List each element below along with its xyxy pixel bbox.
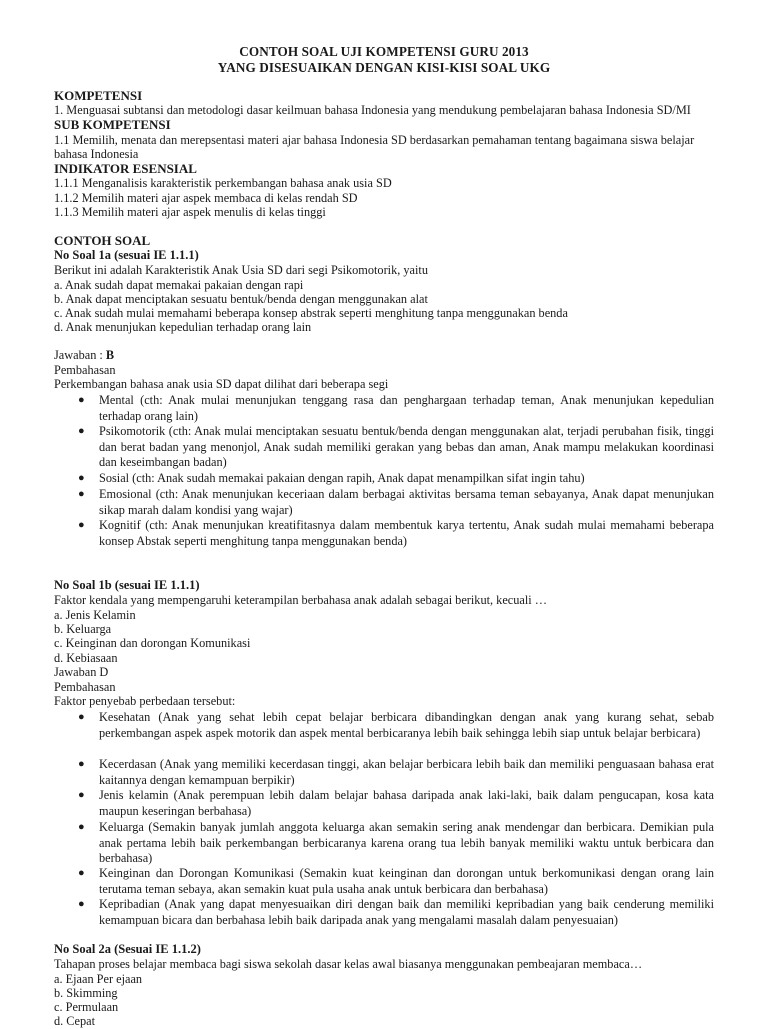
- soal-1b-option: b. Keluarga: [54, 622, 112, 636]
- soal-1b-option: c. Keinginan dan dorongan Komunikasi: [54, 636, 251, 650]
- sub-kompetensi-line1: 1.1 Memilih, menata dan merepsentasi materi ajar bahasa Indonesia SD berdasarkan pemahaman tentang bagaimana siswa belajar: [54, 133, 695, 147]
- document-page: CONTOH SOAL UJI KOMPETENSI GURU 2013 YANG DISESUAIKAN DENGAN KISI-KISI SOAL UKG KOMPETENSI 1. Menguasai subtansi dan metodologi dasar keilmuan bahasa Indonesia yang mendukung pembelajaran bahasa Indonesia SD/MI SUB KOMPETENSI 1.1 Memilih, menata dan merepsentasi materi ajar bahasa Indonesia SD berdasarkan pemahaman tentang bagaimana siswa belajar bahasa Indonesia INDIKATOR ESENSIAL 1.1.1 Menganalisis karakteristik perkembangan bahasa anak usia SD 1.1.2 Memilih materi ajar aspek membaca di kelas rendah SD 1.1.3 Memilih materi ajar aspek menulis di kelas tinggi CONTOH SOAL No Soal 1a (sesuai IE 1.1.1) Berikut ini adalah Karakteristik Anak Usia SD dari segi Psikomotorik, yaitu a. Anak sudah dapat memakai pakaian dengan rapi b. Anak dapat menciptakan sesuatu bentuk/benda dengan menggunakan alat c. Anak sudah mulai memahami beberapa konsep abstrak seperti menghitung tanpa menggunakan benda d. Anak menunjukan kepedulian terhadap orang lain Jawaban : B Pembahasan Perkembangan bahasa anak usia SD dapat dilihat dari beberapa segi ● Mental (cth: Anak mulai menunjukan tenggang rasa dan penghargaan terhadap teman, Anak menunjukan kepedulian terhadap orang lain) ● Psikomotorik (cth: Anak mulai menciptakan sesuatu bentuk/benda dengan menggunakan alat, terjadi perubahan fisik, tinggi dan berat badan yang menonjol, Anak sudah memiliki gerakan yang bebas dan aman, Anak mampu melakukan koordinasi dan keseimbangan badan) ● Sosial (cth: Anak sudah memakai pakaian dengan rapih, Anak dapat menampilkan sifat ingin tahu) ● Emosional (cth: Anak menunjukan keceriaan dalam berbagai aktivitas bersama teman sebayanya, Anak dapat menunjukan sikap marah dalam kondisi yang wajar) ● Kognitif (cth: Anak menunjukan kreatifitasnya dalam membentuk karya tertentu, Anak sudah mulai memahami beberapa konsep Abstak seperti menghitung tanpa menggunakan benda) No Soal 1b (sesuai IE 1.1.1) Faktor kendala yang mempengaruhi keterampilan berbahasa anak adalah sebagai berikut, kecuali … a. Jenis Kelamin b. Keluarga c. Keinginan dan dorongan Komunikasi d. Kebiasaan Jawaban D Pembahasan Faktor penyebab perbedaan tersebut: ● Kesehatan (Anak yang sehat lebih cepat belajar berbicara dibandingkan dengan anak yang kurang sehat, sebab perkembangan aspek aspek motorik dan aspek mental berbicaranya lebih baik sehingga lebih siap untuk belajar berbicara) ● Kecerdasan (Anak yang memiliki kecerdasan tinggi, akan belajar berbicara lebih baik dan memiliki penguasaan bahasa erat kaitannya dengan kemampuan berpikir) ● Jenis kelamin (Anak perempuan lebih dalam belajar bahasa daripada anak laki-laki, baik dalam pengucapan, kosa kata maupun keseringan berbahasa) ● Keluarga (Semakin banyak jumlah anggota keluarga akan semakin sering anak mendengar dan berbicara. Demikian pula anak pertama lebih baik perkembangan berbicaranya karena orang tua lebih banyak memiliki waktu untuk berbicara dan berbahasa) ● Keinginan dan Dorongan Komunikasi (Semakin kuat keinginan dan dorongan untuk berkomunikasi dengan orang lain terutama teman sebaya, akan semakin kuat pula usaha anak untuk berbicara dan berbahasa) ● Kepribadian (Anak yang dapat menyesuaikan diri dengan baik dan memiliki kepribadian yang baik cenderung memiliki kemampuan bicara dan berbahasa lebih baik daripada anak yang mengalami masalah dalam penyesuaian) No Soal 2a (Sesuai IE 1.1.2) Tahapan proses belajar membaca bagi siswa sekolah dasar kelas awal biasanya menggunakan pembeajaran membaca… a. Ejaan Per ejaan b. Skimming c. Permulaan d. Cepat: [0, 0, 768, 1024]
- soal-1b-option: a. Jenis Kelamin: [54, 608, 136, 622]
- bullet-icon: ●: [78, 519, 85, 531]
- heading-indikator-esensial: INDIKATOR ESENSIAL: [54, 161, 197, 176]
- soal-1b-pembahasan-intro: Faktor penyebab perbedaan tersebut:: [54, 694, 236, 708]
- bullet-icon: ●: [78, 758, 85, 770]
- soal-1b-answer: Jawaban D: [54, 665, 109, 679]
- soal-1a-pembahasan-intro: Perkembangan bahasa anak usia SD dapat dilihat dari beberapa segi: [54, 377, 389, 391]
- soal-1a-option: a. Anak sudah dapat memakai pakaian dengan rapi: [54, 278, 304, 292]
- answer-label: Jawaban :: [54, 348, 106, 362]
- soal-1a-question: Berikut ini adalah Karakteristik Anak Usia SD dari segi Psikomotorik, yaitu: [54, 263, 428, 277]
- soal-1a-option: b. Anak dapat menciptakan sesuatu bentuk/benda dengan menggunakan alat: [54, 292, 428, 306]
- bullet-icon: ●: [78, 867, 85, 879]
- soal-1b-option: d. Kebiasaan: [54, 651, 118, 665]
- kompetensi-text: 1. Menguasai subtansi dan metodologi dasar keilmuan bahasa Indonesia yang mendukung pembelajaran bahasa Indonesia SD/MI: [54, 103, 691, 117]
- soal-1a-option: c. Anak sudah mulai memahami beberapa konsep abstrak seperti menghitung tanpa menggunakan benda: [54, 306, 568, 320]
- bullet-icon: ●: [78, 821, 85, 833]
- bullet-icon: ●: [78, 394, 85, 406]
- soal-1b-question: Faktor kendala yang mempengaruhi keterampilan berbahasa anak adalah sebagai berikut, kecuali …: [54, 593, 548, 607]
- bullet-icon: ●: [78, 711, 85, 723]
- soal-1a-pembahasan-label: Pembahasan: [54, 363, 116, 377]
- soal-2a-question: Tahapan proses belajar membaca bagi siswa sekolah dasar kelas awal biasanya menggunakan pembeajaran membaca…: [54, 957, 643, 971]
- bullet-icon: ●: [78, 488, 85, 500]
- bullet-icon: ●: [78, 425, 85, 437]
- soal-2a-option: b. Skimming: [54, 986, 118, 1000]
- document-title-line2: YANG DISESUAIKAN DENGAN KISI-KISI SOAL UKG: [217, 60, 551, 75]
- soal-2a-option: d. Cepat: [54, 1014, 95, 1028]
- indikator-item: 1.1.2 Memilih materi ajar aspek membaca di kelas rendah SD: [54, 191, 358, 205]
- heading-sub-kompetensi: SUB KOMPETENSI: [54, 117, 171, 132]
- soal-1b-pembahasan-label: Pembahasan: [54, 680, 116, 694]
- indikator-item: 1.1.1 Menganalisis karakteristik perkembangan bahasa anak usia SD: [54, 176, 392, 190]
- bullet-icon: ●: [78, 789, 85, 801]
- soal-2a-option: c. Permulaan: [54, 1000, 119, 1014]
- heading-kompetensi: KOMPETENSI: [54, 88, 143, 103]
- soal-2a-option: a. Ejaan Per ejaan: [54, 972, 143, 986]
- answer-value: B: [105, 348, 115, 362]
- indikator-item: 1.1.3 Memilih materi ajar aspek menulis di kelas tinggi: [54, 205, 326, 219]
- heading-contoh-soal: CONTOH SOAL: [54, 233, 151, 248]
- soal-1a-option: d. Anak menunjukan kepedulian terhadap orang lain: [54, 320, 312, 334]
- bullet-icon: ●: [78, 472, 85, 484]
- sub-kompetensi-line2: bahasa Indonesia: [54, 147, 139, 161]
- soal-1a-heading: No Soal 1a (sesuai IE 1.1.1): [54, 248, 199, 262]
- document-title-line1: CONTOH SOAL UJI KOMPETENSI GURU 2013: [239, 44, 529, 59]
- soal-1a-answer: [54, 348, 114, 363]
- soal-2a-heading: No Soal 2a (Sesuai IE 1.1.2): [54, 942, 201, 956]
- soal-1b-heading: No Soal 1b (sesuai IE 1.1.1): [54, 578, 200, 592]
- bullet-icon: ●: [78, 898, 85, 910]
